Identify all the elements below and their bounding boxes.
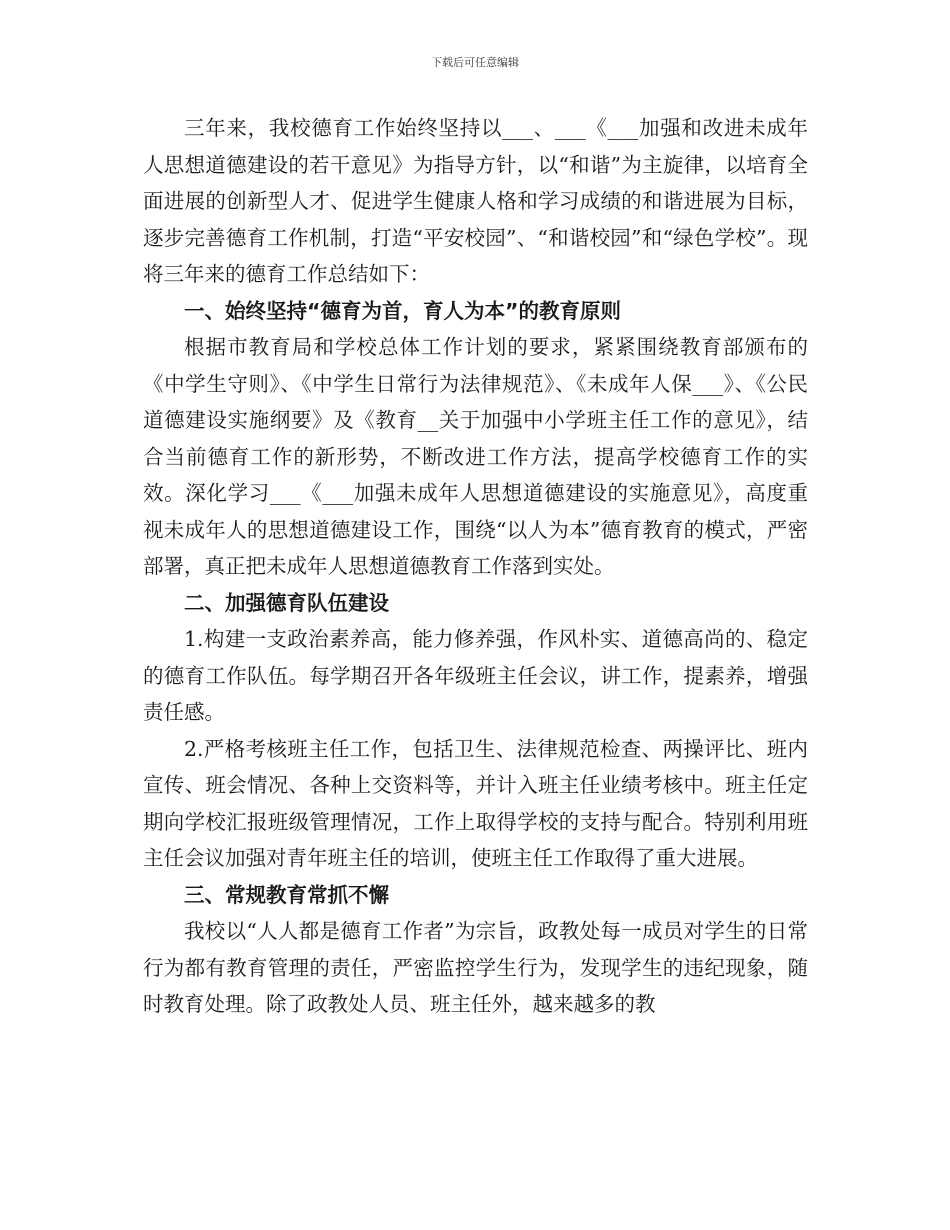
section-heading-1: 一、始终坚持“德育为首，育人为本”的教育原则	[184, 298, 621, 323]
section-heading-3: 三、常规教育常抓不懈	[184, 882, 389, 907]
intro-paragraph: 三年来，我校德育工作始终坚持以___、___《___加强和改进未成年人思想道德建设的若干意见》为指导方针，以“和谐”为主旋律，以培育全面进展的创新型人才、促进学生健康人格和学习成绩的和谐进展为目标，逐步完善德育工作机制，打造“平安校园”、“和谐校园”和“绿色学校”。现将三年来的德育工作总结如下：	[143, 116, 808, 286]
page-header-note: 下载后可任意编辑	[431, 56, 519, 69]
section-heading-2: 二、加强德育队伍建设	[184, 590, 389, 615]
section-2-paragraph-2: 2.严格考核班主任工作，包括卫生、法律规范检查、两操评比、班内宣传、班会情况、各种上交资料等，并计入班主任业绩考核中。班主任定期向学校汇报班级管理情况，工作上取得学校的支持与配合。特别利用班主任会议加强对青年班主任的培训，使班主任工作取得了重大进展。	[143, 736, 808, 870]
section-2-paragraph-1: 1.构建一支政治素养高，能力修养强，作风朴实、道德高尚的、稳定的德育工作队伍。每学期召开各年级班主任会议，讲工作，提素养，增强责任感。	[143, 627, 808, 724]
section-1-paragraph-1: 根据市教育局和学校总体工作计划的要求，紧紧围绕教育部颁布的《中学生守则》、《中学生日常行为法律规范》、《未成年人保___》、《公民道德建设实施纲要》及《教育__关于加强中小学班主任工作的意见》，结合当前德育工作的新形势，不断改进工作方法，提高学校德育工作的实效。深化学习___《___加强未成年人思想道德建设的实施意见》，高度重视未成年人的思想道德建设工作，围绕“以人为本”德育教育的模式，严密部署，真正把未成年人思想道德教育工作落到实处。	[143, 335, 808, 578]
document-body	[143, 110, 808, 1023]
section-3-paragraph-1: 我校以“人人都是德育工作者”为宗旨，政教处每一成员对学生的日常行为都有教育管理的责任，严密监控学生行为，发现学生的违纪现象，随时教育处理。除了政教处人员、班主任外，越来越多的教	[143, 919, 808, 1016]
